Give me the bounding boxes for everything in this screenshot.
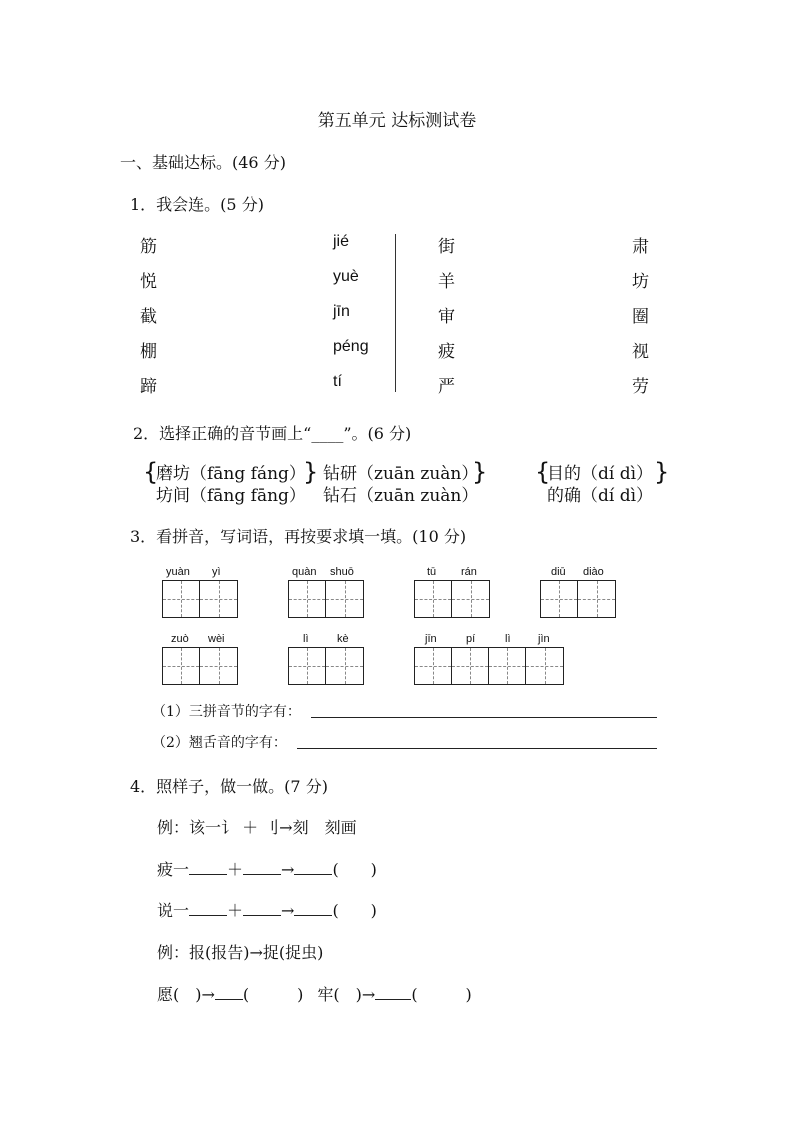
question-4-label: 4．照样子，做一做。(7 分) — [130, 777, 328, 796]
match-char[interactable]: 筋 — [140, 237, 157, 257]
plus-sign: ＋ — [227, 860, 244, 879]
match-char[interactable]: 严 — [438, 377, 455, 397]
exercise-row-1 — [157, 857, 377, 880]
writing-grid[interactable] — [288, 647, 364, 685]
sub-question-2: （2）翘舌音的字有： — [152, 735, 287, 751]
watermark — [636, 566, 666, 752]
question-3-label: 3．看拼音，写词语，再按要求填一填。(10 分) — [130, 527, 467, 546]
question-2-label: 2．选择正确的音节画上“____”。(6 分) — [133, 424, 412, 443]
blank[interactable] — [189, 899, 227, 916]
pinyin-label: diào — [583, 566, 604, 578]
pinyin-label: kè — [337, 633, 349, 645]
left-brace: { — [143, 458, 159, 486]
right-brace: } — [472, 458, 488, 486]
pinyin-option[interactable]: 坊间（fāng fāng） — [156, 486, 306, 506]
match-char[interactable]: 羊 — [438, 272, 455, 292]
example-1: 例：该一讠 ＋ 刂→刻 刻画 — [157, 818, 357, 837]
match-char[interactable]: 坊 — [632, 272, 649, 292]
match-char[interactable]: 视 — [632, 342, 649, 362]
answer-line[interactable] — [297, 748, 657, 749]
pinyin-option[interactable]: 钻石（zuān zuàn） — [323, 486, 479, 506]
match-char[interactable]: 审 — [438, 307, 455, 327]
pinyin-label: zuò — [171, 633, 189, 645]
pinyin-label: pí — [466, 633, 476, 645]
pinyin-label: yuàn — [166, 566, 190, 578]
blank[interactable] — [243, 899, 281, 916]
writing-grid[interactable] — [414, 580, 490, 618]
pinyin-label: jīn — [425, 633, 437, 645]
blank[interactable] — [294, 899, 332, 916]
exercise-row-2 — [157, 898, 377, 921]
paren-blank[interactable]: ( ) — [242, 985, 304, 1004]
pinyin-label: lì — [303, 633, 309, 645]
match-char[interactable]: 截 — [140, 307, 157, 327]
match-pinyin[interactable]: yuè — [333, 268, 359, 285]
match-pinyin[interactable]: jīn — [333, 303, 350, 320]
match-char[interactable]: 肃 — [632, 237, 649, 257]
pinyin-label: quàn — [292, 566, 317, 578]
match-char[interactable]: 棚 — [140, 342, 157, 362]
section-heading-1: 一、基础达标。(46 分) — [120, 153, 286, 172]
writing-grid[interactable] — [288, 580, 364, 618]
match-char[interactable]: 疲 — [438, 342, 455, 362]
pinyin-label: wèi — [208, 633, 225, 645]
pinyin-option[interactable]: 钻研（zuān zuàn） — [323, 464, 479, 484]
blank[interactable] — [189, 858, 227, 875]
blank[interactable] — [375, 983, 411, 1000]
exercise-row-3 — [157, 982, 472, 1005]
match-char[interactable]: 蹄 — [140, 377, 157, 397]
pinyin-option[interactable]: 目的（dí dì） — [547, 464, 654, 484]
writing-grid[interactable] — [414, 647, 564, 685]
writing-grid[interactable] — [162, 580, 238, 618]
paren-blank[interactable]: ( ) — [411, 985, 472, 1004]
writing-grid[interactable] — [540, 580, 616, 618]
sub-question-1: （1）三拼音节的字有： — [152, 704, 301, 720]
example-2: 例：报(报告)→捉(捉虫) — [157, 943, 324, 962]
match-char[interactable]: 街 — [438, 237, 455, 257]
page-title: 第五单元 达标测试卷 — [317, 111, 477, 131]
writing-grid[interactable] — [162, 647, 238, 685]
column-divider — [395, 234, 396, 392]
right-brace: } — [654, 458, 670, 486]
arrow: → — [281, 901, 295, 920]
match-pinyin[interactable]: jié — [333, 233, 350, 250]
match-pinyin[interactable]: tí — [333, 373, 342, 390]
row-char: 疲一 — [157, 860, 190, 879]
answer-line[interactable] — [311, 717, 657, 718]
pinyin-label: rán — [461, 566, 477, 578]
match-pinyin[interactable]: péng — [333, 338, 369, 355]
match-char[interactable]: 劳 — [632, 377, 649, 397]
pinyin-option[interactable]: 磨坊（fāng fáng） — [156, 464, 306, 484]
paren-blank[interactable]: ( ) — [332, 860, 377, 879]
plus-sign: ＋ — [227, 901, 244, 920]
pinyin-label: lì — [505, 633, 511, 645]
question-1-label: 1．我会连。(5 分) — [130, 195, 264, 214]
pinyin-label: yì — [212, 566, 221, 578]
row-char: 愿( )→ — [157, 985, 215, 1004]
match-char[interactable]: 圈 — [632, 307, 649, 327]
row-char: 说一 — [157, 901, 190, 920]
pinyin-label: shuō — [330, 566, 354, 578]
row-char: 牢( )→ — [317, 985, 376, 1004]
match-char[interactable]: 悦 — [140, 272, 157, 292]
blank[interactable] — [215, 983, 243, 1000]
pinyin-label: jìn — [538, 633, 550, 645]
blank[interactable] — [243, 858, 281, 875]
pinyin-label: diū — [551, 566, 566, 578]
paren-blank[interactable]: ( ) — [332, 901, 377, 920]
right-brace: } — [303, 458, 319, 486]
arrow: → — [281, 860, 295, 879]
pinyin-option[interactable]: 的确（dí dì） — [547, 486, 654, 506]
left-brace: { — [535, 458, 551, 486]
pinyin-label: tū — [427, 566, 437, 578]
blank[interactable] — [294, 858, 332, 875]
